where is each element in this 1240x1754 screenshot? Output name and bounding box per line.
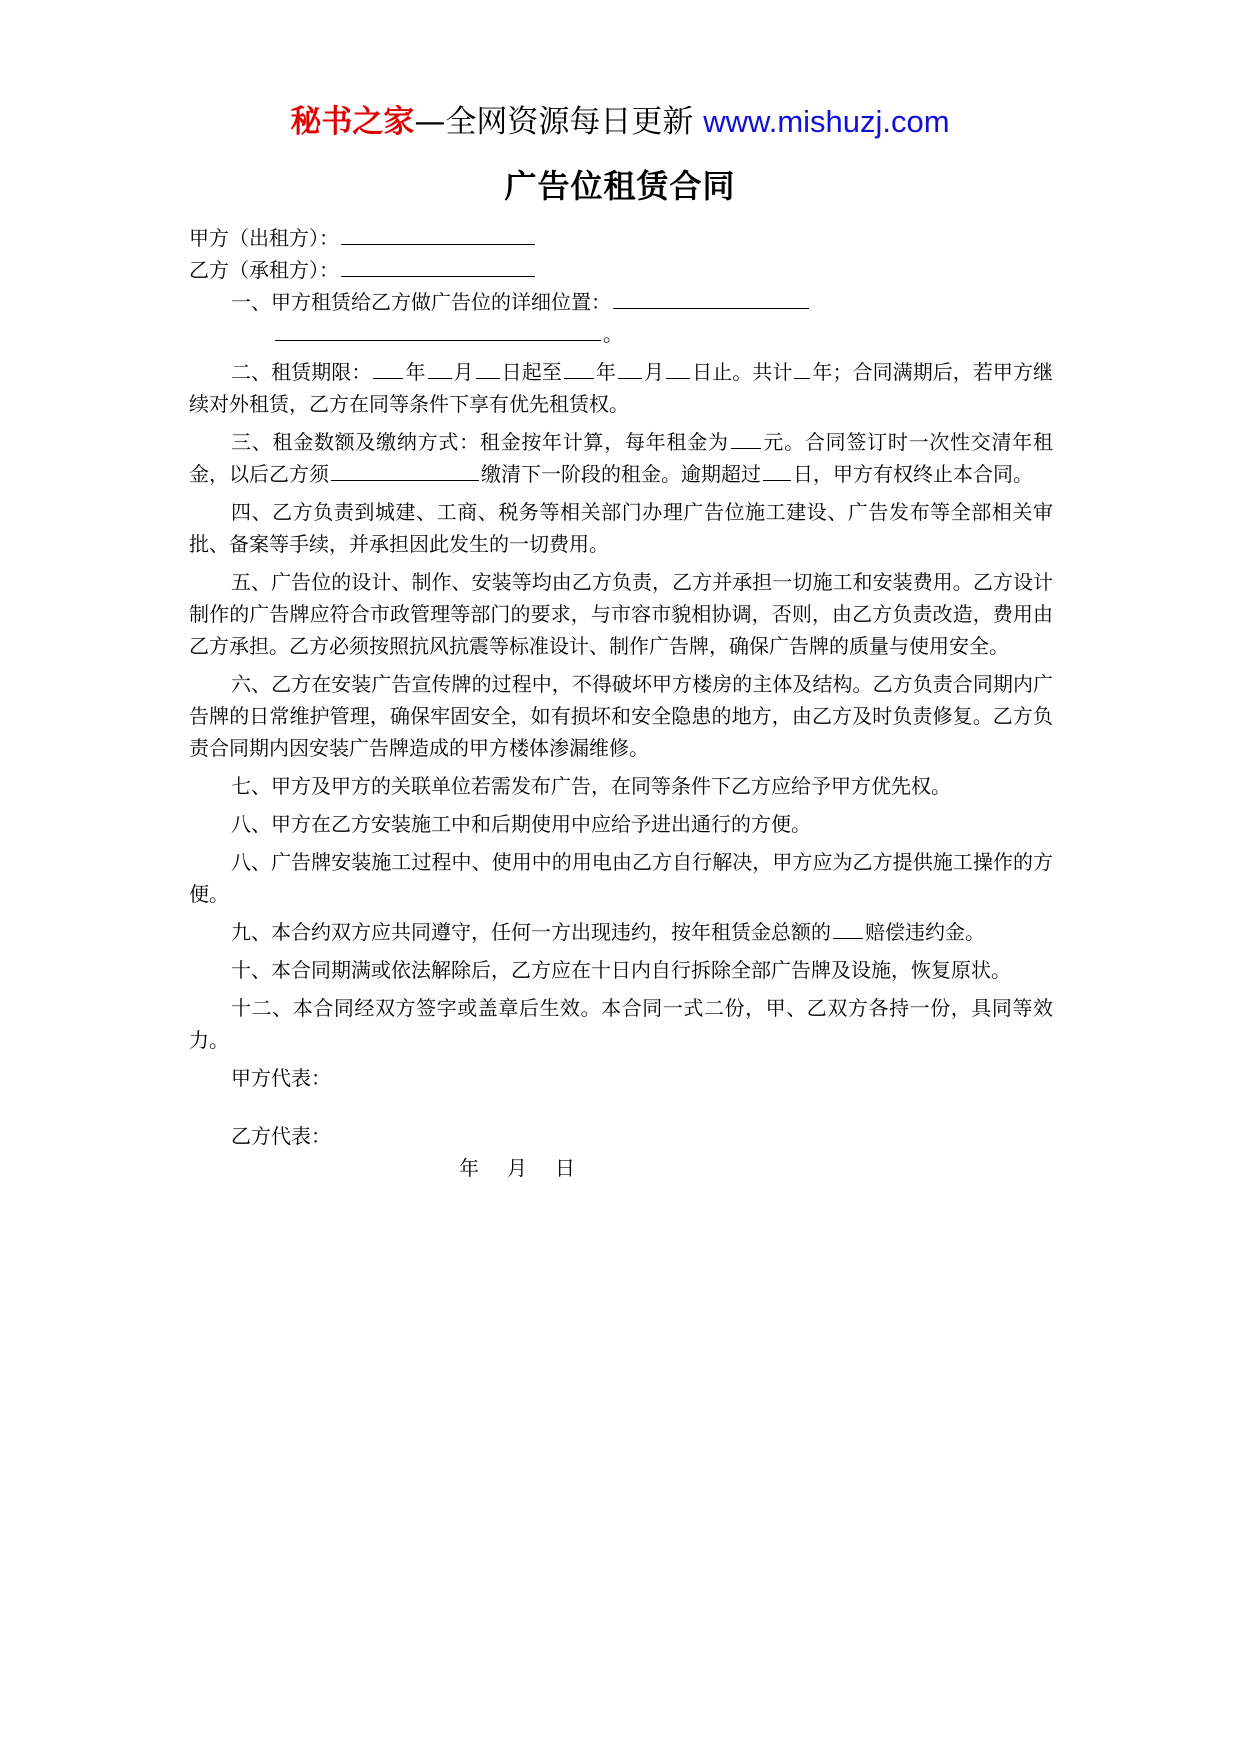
- payment-term-blank: [331, 458, 479, 481]
- clause-1-end: 。: [603, 322, 623, 346]
- year-to-blank: [564, 356, 594, 379]
- clause-2-day-to: 日止。共计: [692, 360, 793, 384]
- clause-8b: 八、广告牌安装施工过程中、使用中的用电由乙方自行解决，甲方应为乙方提供施工操作的方便。: [189, 850, 1053, 906]
- clause-4: 四、乙方负责到城建、工商、税务等相关部门办理广告位施工建设、广告发布等全部相关审批、备案等手续，并承担因此发生的一切费用。: [189, 500, 1053, 556]
- clause-8a: 八、甲方在乙方安装施工中和后期使用中应给予进出通行的方便。: [231, 812, 811, 836]
- location-blank: [613, 286, 809, 309]
- penalty-rate-blank: [833, 916, 863, 939]
- clause-12: 十二、本合同经双方签字或盖章后生效。本合同一式二份，甲、乙双方各持一份，具同等效力。: [189, 996, 1053, 1052]
- banner-url-link[interactable]: www.mishuzj.com: [703, 104, 950, 139]
- date-year: 年: [459, 1156, 479, 1180]
- clause-9-part1: 九、本合约双方应共同遵守，任何一方出现违约，按年租赁金总额的: [231, 920, 831, 944]
- clause-3: [189, 426, 1053, 490]
- clause-5: 五、广告位的设计、制作、安装等均由乙方负责，乙方并承担一切施工和安装费用。乙方设计制作的广告牌应符合市政管理等部门的要求，与市容市貌相协调，否则，由乙方负责改造，费用由乙方承担。乙方必须按照抗风抗震等标准设计、制作广告牌，确保广告牌的质量与使用安全。: [189, 570, 1053, 658]
- clause-2-year1: 年: [405, 360, 426, 384]
- banner-brand: 秘书之家: [290, 104, 415, 140]
- month-from-blank: [428, 356, 452, 379]
- clause-2-label: 二、租赁期限：: [231, 360, 372, 384]
- month-to-blank: [618, 356, 642, 379]
- signature-party-a: 甲方代表：: [231, 1066, 331, 1090]
- day-from-blank: [476, 356, 500, 379]
- document-body: [189, 222, 1053, 1184]
- signature-party-b: 乙方代表：: [231, 1124, 331, 1148]
- clause-1: [189, 286, 1053, 318]
- clause-2-year2: 年: [595, 360, 616, 384]
- clause-2-month2: 月: [643, 360, 665, 384]
- party-a-blank: [341, 222, 535, 245]
- clause-3-part4: 日，甲方有权终止本合同。: [793, 462, 1033, 486]
- clause-9-part2: 赔偿违约金。: [865, 920, 985, 944]
- clause-2-day-from: 日起至: [501, 360, 562, 384]
- party-b-label: 乙方（承租方）：: [189, 258, 339, 282]
- party-a-line: [189, 222, 1053, 254]
- rent-amount-blank: [731, 426, 761, 449]
- clause-7: 七、甲方及甲方的关联单位若需发布广告，在同等条件下乙方应给予甲方优先权。: [231, 774, 951, 798]
- clause-3-part3: 缴清下一阶段的租金。逾期超过: [481, 462, 761, 486]
- date-day: 日: [555, 1156, 575, 1180]
- party-b-line: [189, 254, 1053, 286]
- clause-2-rest: 年；合同满期后，若甲方继续对外租赁，乙方在同等条件下享有优先租赁权。: [189, 360, 1054, 416]
- date-month: 月: [507, 1156, 527, 1180]
- signature-date: [189, 1152, 1053, 1184]
- year-from-blank: [373, 356, 403, 379]
- site-banner: [0, 100, 1240, 144]
- party-b-blank: [341, 254, 535, 277]
- location-blank-2: [275, 318, 601, 341]
- clause-3-part2: 元。合同签订时一次性交清年租金，以后乙方须: [189, 430, 1054, 486]
- overdue-days-blank: [763, 458, 791, 481]
- document-title: 广告位租赁合同: [504, 167, 736, 205]
- clause-1-continuation: [189, 318, 1053, 350]
- day-to-blank: [666, 356, 690, 379]
- total-years-blank: [794, 356, 810, 379]
- clause-3-part1: 三、租金数额及缴纳方式：租金按年计算，每年租金为: [231, 430, 729, 454]
- clause-1-text: 一、甲方租赁给乙方做广告位的详细位置：: [231, 290, 611, 314]
- party-a-label: 甲方（出租方）：: [189, 226, 339, 250]
- clause-2-month1: 月: [453, 360, 474, 384]
- clause-2: [189, 356, 1053, 420]
- clause-6: 六、乙方在安装广告宣传牌的过程中，不得破坏甲方楼房的主体及结构。乙方负责合同期内广告牌的日常维护管理，确保牢固安全，如有损坏和安全隐患的地方，由乙方及时负责修复。乙方负责合同期内因安装广告牌造成的甲方楼体渗漏维修。: [189, 672, 1053, 760]
- clause-10: 十、本合同期满或依法解除后，乙方应在十日内自行拆除全部广告牌及设施，恢复原状。: [231, 958, 1011, 982]
- banner-tagline: —全网资源每日更新: [414, 104, 704, 140]
- clause-9: [189, 916, 1053, 948]
